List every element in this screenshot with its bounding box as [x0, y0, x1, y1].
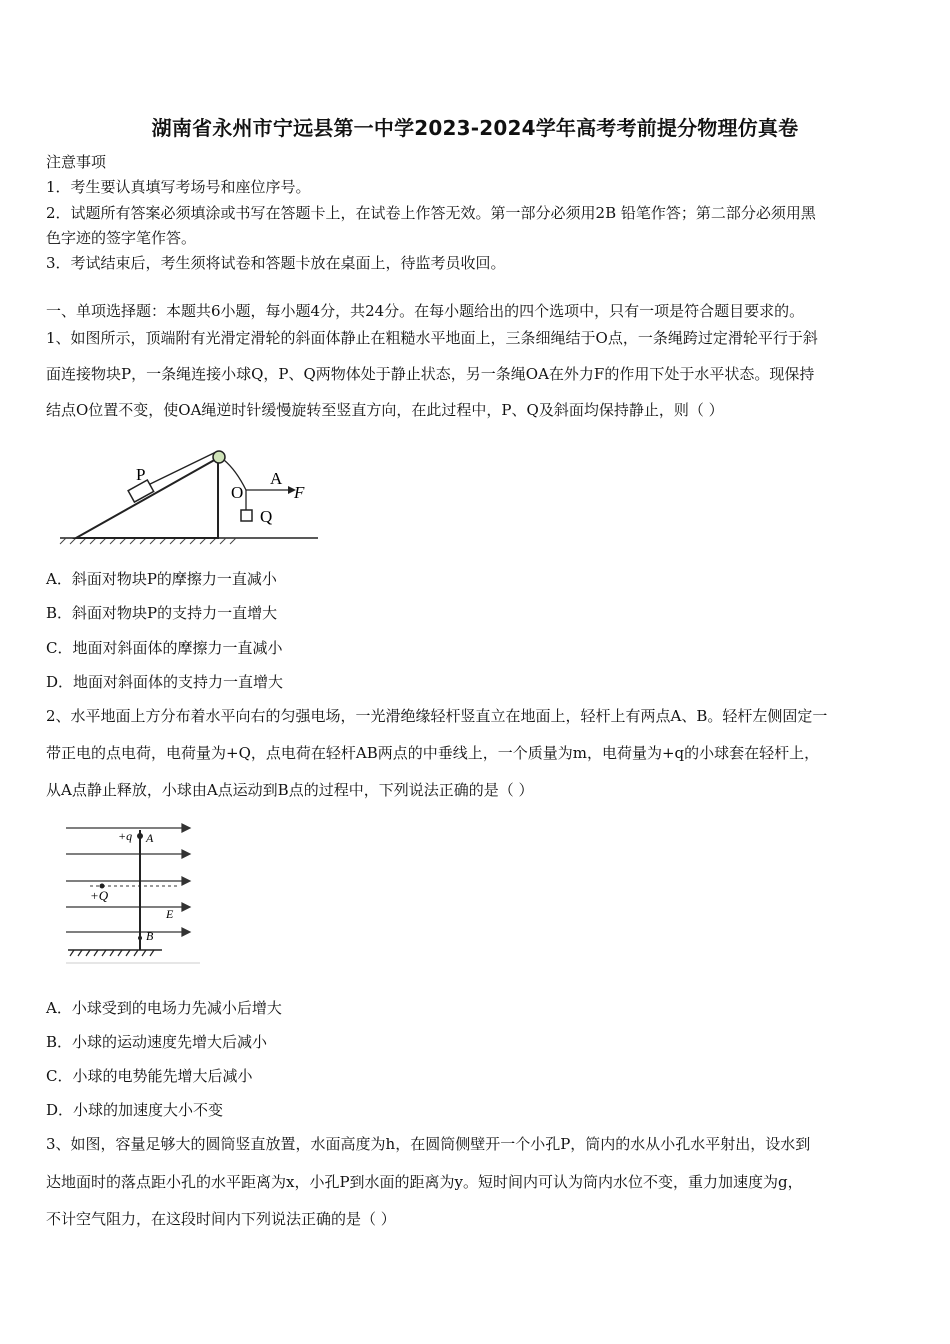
- label-big-q: +Q: [90, 888, 109, 903]
- page-title: 湖南省永州市宁远县第一中学2023-2024学年高考考前提分物理仿真卷: [151, 116, 799, 140]
- question-1-text: 1、如图所示，顶端附有光滑定滑轮的斜面体静止在粗糙水平地面上，三条细绳结于O点，一条绳跨过定滑轮平行于斜: [46, 329, 818, 347]
- notice-heading: 注意事项: [46, 153, 107, 171]
- option-b: B．斜面对物块P的支持力一直增大: [46, 604, 278, 622]
- question-3-text: 不计空气阻力，在这段时间内下列说法正确的是（ ）: [46, 1210, 396, 1228]
- option-c: C．小球的电势能先增大后减小: [46, 1067, 253, 1085]
- question-1-text: 结点O位置不变，使OA绳逆时针缓慢旋转至竖直方向，在此过程中，P、Q及斜面均保持静止，则（ ）: [46, 401, 724, 419]
- label-q: Q: [260, 507, 273, 526]
- option-d: D．小球的加速度大小不变: [46, 1101, 224, 1119]
- question-2-text: 带正电的点电荷，电荷量为+Q，点电荷在轻杆AB两点的中垂线上，一个质量为m，电荷量为+q的小球套在轻杆上，: [46, 744, 820, 762]
- option-a: A．小球受到的电场力先减小后增大: [46, 999, 282, 1017]
- notice-item: 2．试题所有答案必须填涂或书写在答题卡上，在试卷上作答无效。第一部分必须用2B 铅笔作答；第二部分必须用黑: [46, 204, 816, 222]
- incline-pulley-figure: [56, 440, 326, 554]
- label-f: F: [294, 483, 305, 502]
- question-2-text: 从A点静止释放，小球由A点运动到B点的过程中，下列说法正确的是（ ）: [46, 781, 534, 799]
- notice-item: 色字迹的签字笔作答。: [46, 229, 197, 247]
- notice-item: 3．考试结束后，考生须将试卷和答题卡放在桌面上，待监考员收回。: [46, 254, 506, 272]
- section-heading: 一、单项选择题：本题共6小题，每小题4分，共24分。在每小题给出的四个选项中，只有一项是符合题目要求的。: [46, 302, 805, 320]
- option-d: D．地面对斜面体的支持力一直增大: [46, 673, 284, 691]
- notice-item: 1．考生要认真填写考场号和座位序号。: [46, 178, 311, 196]
- label-b: B: [146, 929, 154, 943]
- label-o: O: [231, 483, 244, 502]
- label-p: P: [136, 465, 146, 484]
- label-small-q: +q: [118, 829, 133, 843]
- question-2-text: 2、水平地面上方分布着水平向右的匀强电场，一光滑绝缘轻杆竖直立在地面上，轻杆上有两点A、B。轻杆左侧固定一: [46, 707, 828, 725]
- label-a: A: [270, 469, 283, 488]
- question-3-text: 达地面时的落点距小孔的水平距离为x，小孔P到水面的距离为y。短时间内可认为筒内水位不变，重力加速度为g，: [46, 1173, 803, 1191]
- question-1-text: 面连接物块P，一条绳连接小球Q，P、Q两物体处于静止状态，另一条绳OA在外力F的作用下处于水平状态。现保持: [46, 365, 815, 383]
- label-e: E: [166, 907, 174, 921]
- question-3-text: 3、如图，容量足够大的圆筒竖直放置，水面高度为h，在圆筒侧壁开一个小孔P，筒内的水从小孔水平射出，设水到: [46, 1135, 811, 1153]
- option-a: A．斜面对物块P的摩擦力一直减小: [46, 570, 277, 588]
- electric-field-figure: [60, 818, 210, 972]
- option-c: C．地面对斜面体的摩擦力一直减小: [46, 639, 283, 657]
- option-b: B．小球的运动速度先增大后减小: [46, 1033, 268, 1051]
- label-a: A: [146, 831, 154, 845]
